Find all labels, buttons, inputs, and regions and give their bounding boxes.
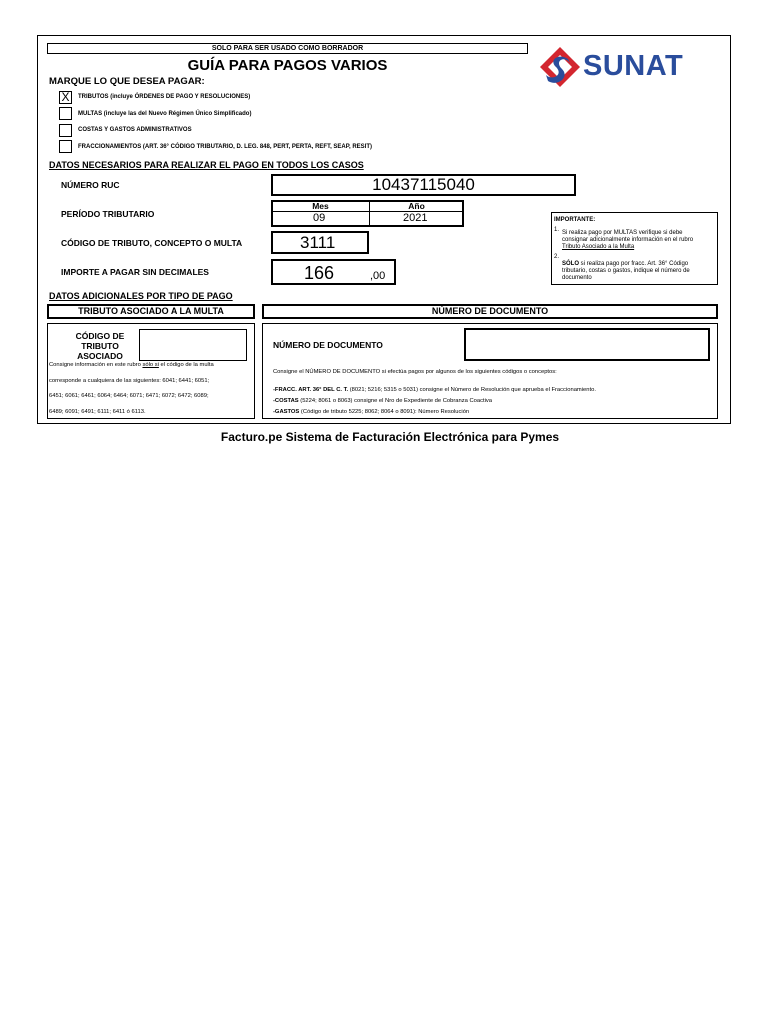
sunat-logo-text: SUNAT (583, 50, 684, 82)
document-number-header-text: NÚMERO DE DOCUMENTO (431, 306, 549, 316)
important-title: IMPORTANTE: (554, 217, 596, 223)
important-note-1-line1: Si realiza pago por MULTAS verifique si debe (562, 230, 683, 236)
associated-note-line1b: el código de la multa (158, 362, 214, 368)
associated-note-line1a: Consigne información en este rubro (49, 362, 143, 368)
period-header-divider (272, 211, 463, 212)
associated-code-label-line1: CÓDIGO DE (75, 331, 125, 341)
sunat-logo-icon (538, 45, 582, 89)
associated-note-solo: sólo si (142, 362, 159, 368)
important-note-2-number: 2. (554, 254, 560, 260)
checkbox-tributos[interactable]: X (59, 91, 72, 104)
option-costas-label: COSTAS Y GASTOS ADMINISTRATIVOS (78, 127, 192, 133)
document-note-line1: Consigne el NÚMERO DE DOCUMENTO si efectúa pagos por algunos de los siguientes códigos o conceptos: (273, 369, 557, 375)
important-note-2-line2: tributario, costas o gastos, indique el número de (562, 268, 690, 274)
draft-notice (47, 43, 528, 54)
associated-note-line3: 6451; 6061; 6461; 6064; 6464; 6071; 6471; 6072; 6472; 6089; (49, 393, 209, 399)
document-number-label: NÚMERO DE DOCUMENTO (273, 340, 383, 350)
document-note-line2-bold: -FRACC. ART. 36° DEL C. T. (273, 387, 349, 393)
month-header: Mes (312, 201, 329, 211)
associated-code-field[interactable] (139, 329, 247, 361)
associated-code-label-line2: TRIBUTO (81, 341, 119, 351)
option-fraccionamientos-label: FRACCIONAMIENTOS (ART. 36° CÓDIGO TRIBUTARIO, D. LEG. 848, PERT, PERTA, REFT, SEAP, RESIT) (78, 144, 372, 150)
important-note-2-text: si realiza pago por fracc. Art. 36° Código (579, 261, 689, 267)
code-label: CÓDIGO DE TRIBUTO, CONCEPTO O MULTA (61, 238, 243, 248)
important-note-1-line3: Tributo Asociado a la Multa (562, 244, 635, 250)
ruc-field[interactable] (271, 174, 576, 196)
important-note-2-bold: SÓLO (562, 261, 580, 267)
payment-type-heading: MARQUE LO QUE DESEA PAGAR: (49, 76, 205, 87)
ruc-value: 10437115040 (372, 175, 475, 194)
period-label: PERÍODO TRIBUTARIO (61, 209, 155, 219)
option-multas-label: MULTAS (incluye las del Nuevo Régimen Único Simplificado) (78, 111, 252, 117)
important-note-2-line3: documento (562, 275, 592, 281)
document-number-field[interactable] (464, 328, 710, 361)
document-note-line3-text: (5224; 8061 o 8063) consigne el Nro de Expediente de Cobranza Coactiva (298, 398, 493, 404)
associated-code-label (58, 331, 142, 361)
associated-tax-header (47, 304, 255, 319)
associated-note-line4: 6489; 6091; 6491; 6111; 6411 ó 6113. (49, 409, 146, 415)
document-note-line3 (273, 398, 492, 404)
document-note-line3-bold: -COSTAS (273, 398, 299, 404)
amount-decimals: ,00 (370, 270, 386, 282)
ruc-label: NÚMERO RUC (61, 180, 120, 190)
footer-caption: Facturo.pe Sistema de Facturación Electrónica para Pymes (220, 430, 560, 444)
important-note-1-line2: consignar adicionalmente información en el rubro (562, 237, 694, 243)
document-note-line4 (273, 409, 469, 415)
document-number-header (262, 304, 718, 319)
checkbox-costas[interactable] (59, 124, 72, 137)
form-title: GUÍA PARA PAGOS VARIOS (187, 57, 388, 74)
additional-data-heading: DATOS ADICIONALES POR TIPO DE PAGO (49, 291, 233, 301)
associated-tax-header-text: TRIBUTO ASOCIADO A LA MULTA (78, 306, 224, 316)
associated-note-line1 (49, 362, 214, 368)
document-note-line4-text: (Código de tributo 5225; 8062; 8064 o 8091): Número Resolución (299, 409, 470, 415)
document-note-line2-text: (8021; 5216; 5315 o 5031) consigne el Número de Resolución que aprueba el Fraccionamiento. (348, 387, 596, 393)
document-note-line4-bold: -GASTOS (273, 409, 300, 415)
year-header: Año (408, 201, 425, 211)
amount-field[interactable] (271, 259, 396, 285)
amount-label: IMPORTE A PAGAR SIN DECIMALES (61, 267, 209, 277)
option-tributos-label: TRIBUTOS (incluye ÓRDENES DE PAGO Y RESOLUCIONES) (78, 94, 251, 100)
sunat-logo (538, 45, 713, 91)
important-box (551, 212, 718, 285)
associated-note-line2: corresponde a cualquiera de las siguientes: 6041; 6441; 6051; (49, 378, 210, 384)
document-note-line2 (273, 387, 596, 393)
checkbox-fraccionamientos[interactable] (59, 140, 72, 153)
draft-notice-text: SOLO PARA SER USADO COMO BORRADOR (211, 45, 364, 52)
document-number-panel (262, 323, 718, 419)
associated-tax-panel (47, 323, 255, 419)
important-note-2-line1 (562, 261, 688, 267)
code-value: 3111 (300, 233, 336, 252)
checkbox-multas[interactable] (59, 107, 72, 120)
required-data-heading: DATOS NECESARIOS PARA REALIZAR EL PAGO EN TODOS LOS CASOS (49, 160, 364, 170)
important-note-1-number: 1. (554, 227, 560, 233)
year-field[interactable]: 2021 (403, 212, 428, 224)
associated-code-label-line3: ASOCIADO (77, 351, 123, 361)
code-field[interactable] (271, 231, 369, 254)
amount-value: 166 (304, 263, 335, 283)
month-field[interactable]: 09 (313, 212, 326, 224)
